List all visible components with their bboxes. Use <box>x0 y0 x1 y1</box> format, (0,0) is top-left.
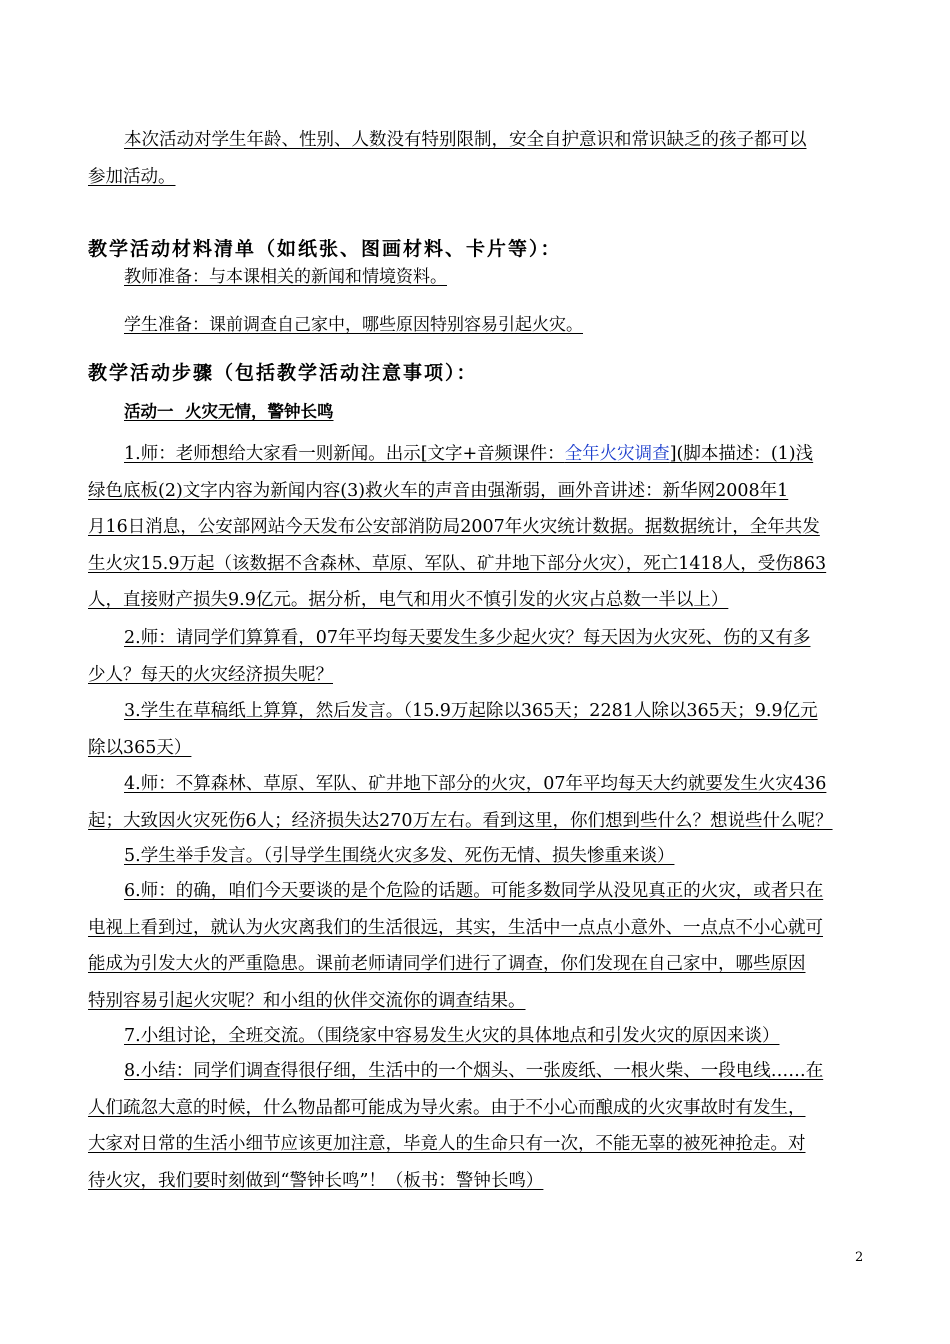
materials-heading: 教学活动材料清单（如纸张、图画材料、卡片等）： <box>88 238 562 260</box>
step-3-line-1: 3.学生在草稿纸上算算，然后发言。（15.9万起除以365天；2281人除以365天；9.9亿元 <box>124 701 818 721</box>
step-3-line-2: 除以365天） <box>88 737 192 758</box>
step-6 <box>88 873 864 1019</box>
step-8-line-2: 人们疏忽大意的时候，什么物品都可能成为导火索。由于不小心而酿成的火灾事故时有发生， <box>88 1097 806 1118</box>
student-preparation-label: 学生准备 <box>124 315 192 335</box>
step-6-line-2: 电视上看到过，就认为火灾离我们的生活很远，其实，生活中一点点小意外、一点点不小心就可 <box>88 917 823 938</box>
step-1-line-4: 生火灾15.9万起（该数据不含森林、草原、军队、矿井地下部分火灾），死亡1418人，受伤863 <box>88 553 827 574</box>
step-1 <box>88 436 864 619</box>
step-4-line-2: 起；大致因火灾死伤6人；经济损失达270万左右。看到这里，你们想到些什么？想说些什么呢？ <box>88 810 833 831</box>
student-preparation <box>124 310 583 335</box>
steps-heading: 教学活动步骤（包括教学活动注意事项）： <box>88 362 478 384</box>
course-link[interactable]: 全年火灾调查 <box>564 444 670 464</box>
step-5-line-1: 5.学生举手发言。（引导学生围绕火灾多发、死伤无情、损失惨重来谈） <box>124 846 675 866</box>
step-8-line-1: 8.小结：同学们调查得很仔细，生活中的一个烟头、一张废纸、一根火柴、一段电线……在 <box>124 1061 824 1081</box>
intro-paragraph <box>88 122 864 195</box>
intro-line-1: 本次活动对学生年龄、性别、人数没有特别限制，安全自护意识和常识缺乏的孩子都可以 <box>124 130 807 150</box>
step-2-line-2: 少人？每天的火灾经济损失呢？ <box>88 664 333 685</box>
step-8 <box>88 1053 864 1199</box>
step-6-line-4: 特别容易引起火灾呢？和小组的伙伴交流你的调查结果。 <box>88 990 526 1011</box>
intro-line-2: 参加活动。 <box>88 166 176 187</box>
step-4-line-1: 4.师：不算森林、草原、军队、矿井地下部分的火灾，07年平均每天大约就要发生火灾436 <box>124 774 827 794</box>
step-8-line-3: 大家对日常的生活小细节应该更加注意，毕竟人的生命只有一次，不能无辜的被死神抢走。对 <box>88 1134 806 1154</box>
step-3 <box>88 693 864 766</box>
step-2 <box>88 620 864 693</box>
step-7-line-1: 7.小组讨论，全班交流。（围绕家中容易发生火灾的具体地点和引发火灾的原因来谈） <box>124 1026 780 1046</box>
step-4 <box>88 766 864 839</box>
step-5 <box>88 838 864 875</box>
student-preparation-text: ：课前调查自己家中，哪些原因特别容易引起火灾。 <box>192 315 583 335</box>
step-6-line-1: 6.师：的确，咱们今天要谈的是个危险的话题。可能多数同学从没见真正的火灾，或者只在 <box>124 881 824 901</box>
activity-title-text: 火灾无情，警钟长鸣 <box>185 402 334 421</box>
activity-title <box>124 398 334 422</box>
step-1-text-a: 1.师：老师想给大家看一则新闻。出示[文字+音频课件： <box>124 444 565 464</box>
page-number: 2 <box>855 1250 864 1265</box>
step-6-line-3: 能成为引发大火的严重隐患。课前老师请同学们进行了调查，你们发现在自己家中，哪些原因 <box>88 954 806 974</box>
step-1-line-5: 人，直接财产损失9.9亿元。据分析，电气和用火不慎引发的火灾占总数一半以上） <box>88 590 729 610</box>
step-7 <box>88 1018 864 1055</box>
step-8-line-4: 待火灾，我们要时刻做到“警钟长鸣”！（板书：警钟长鸣） <box>88 1170 544 1191</box>
activity-title-prefix: 活动一 <box>124 402 174 421</box>
teacher-preparation: 教师准备：与本课相关的新闻和情境资料。 <box>124 267 447 287</box>
step-1-line-2: 绿色底板(2)文字内容为新闻内容(3)救火车的声音由强渐弱，画外音讲述：新华网2008年1 <box>88 480 789 501</box>
step-1-line-3: 月16日消息，公安部网站今天发布公安部消防局2007年火灾统计数据。据数据统计，全年共发 <box>88 517 820 537</box>
step-1-line-1 <box>88 436 864 473</box>
step-1-text-b: ](脚本描述：(1)浅 <box>669 444 814 464</box>
step-2-line-1: 2.师：请同学们算算看，07年平均每天要发生多少起火灾？每天因为火灾死、伤的又有多 <box>124 628 811 648</box>
